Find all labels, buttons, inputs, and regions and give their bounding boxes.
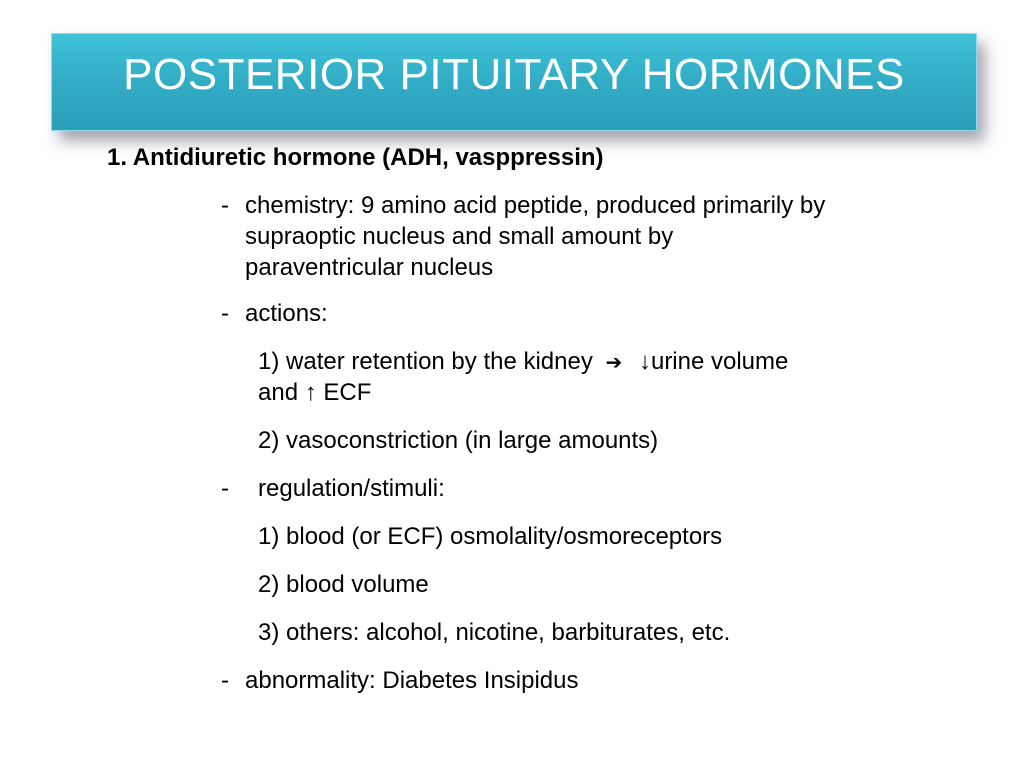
bullet-dash: - xyxy=(221,667,229,694)
actions-item-1-ecf: ECF xyxy=(323,379,372,406)
hormone-heading: 1. Antidiuretic hormone (ADH, vasppressin) xyxy=(107,144,604,171)
slide-title: POSTERIOR PITUITARY HORMONES xyxy=(123,50,905,99)
arrow-up-icon: ↑ xyxy=(304,379,317,406)
actions-item-1-text: 1) water retention by the kidney xyxy=(258,348,593,375)
regulation-label: regulation/stimuli: xyxy=(258,475,445,502)
bullet-dash: - xyxy=(221,475,229,502)
actions-item-1-line-2 xyxy=(258,378,371,408)
bullet-dash: - xyxy=(221,192,229,219)
regulation-item-1: 1) blood (or ECF) osmolality/osmoreceptors xyxy=(258,523,723,550)
regulation-item-2: 2) blood volume xyxy=(258,571,429,598)
chemistry-line-3: paraventricular nucleus xyxy=(245,254,494,281)
actions-label: actions: xyxy=(245,300,328,327)
chemistry-line-1: chemistry: 9 amino acid peptide, produced primarily by xyxy=(245,192,826,219)
arrow-right-icon: ➔ xyxy=(605,352,623,374)
arrow-down-icon: ↓ xyxy=(638,348,651,375)
actions-item-2: 2) vasoconstriction (in large amounts) xyxy=(258,427,659,454)
regulation-item-3: 3) others: alcohol, nicotine, barbiturates, etc. xyxy=(258,619,731,646)
actions-item-1-and: and xyxy=(258,379,299,406)
abnormality-line: abnormality: Diabetes Insipidus xyxy=(245,667,579,694)
chemistry-line-2: supraoptic nucleus and small amount by xyxy=(245,223,674,250)
actions-item-1 xyxy=(258,347,788,378)
bullet-dash: - xyxy=(221,300,229,327)
actions-item-1-result: urine volume xyxy=(650,348,789,375)
